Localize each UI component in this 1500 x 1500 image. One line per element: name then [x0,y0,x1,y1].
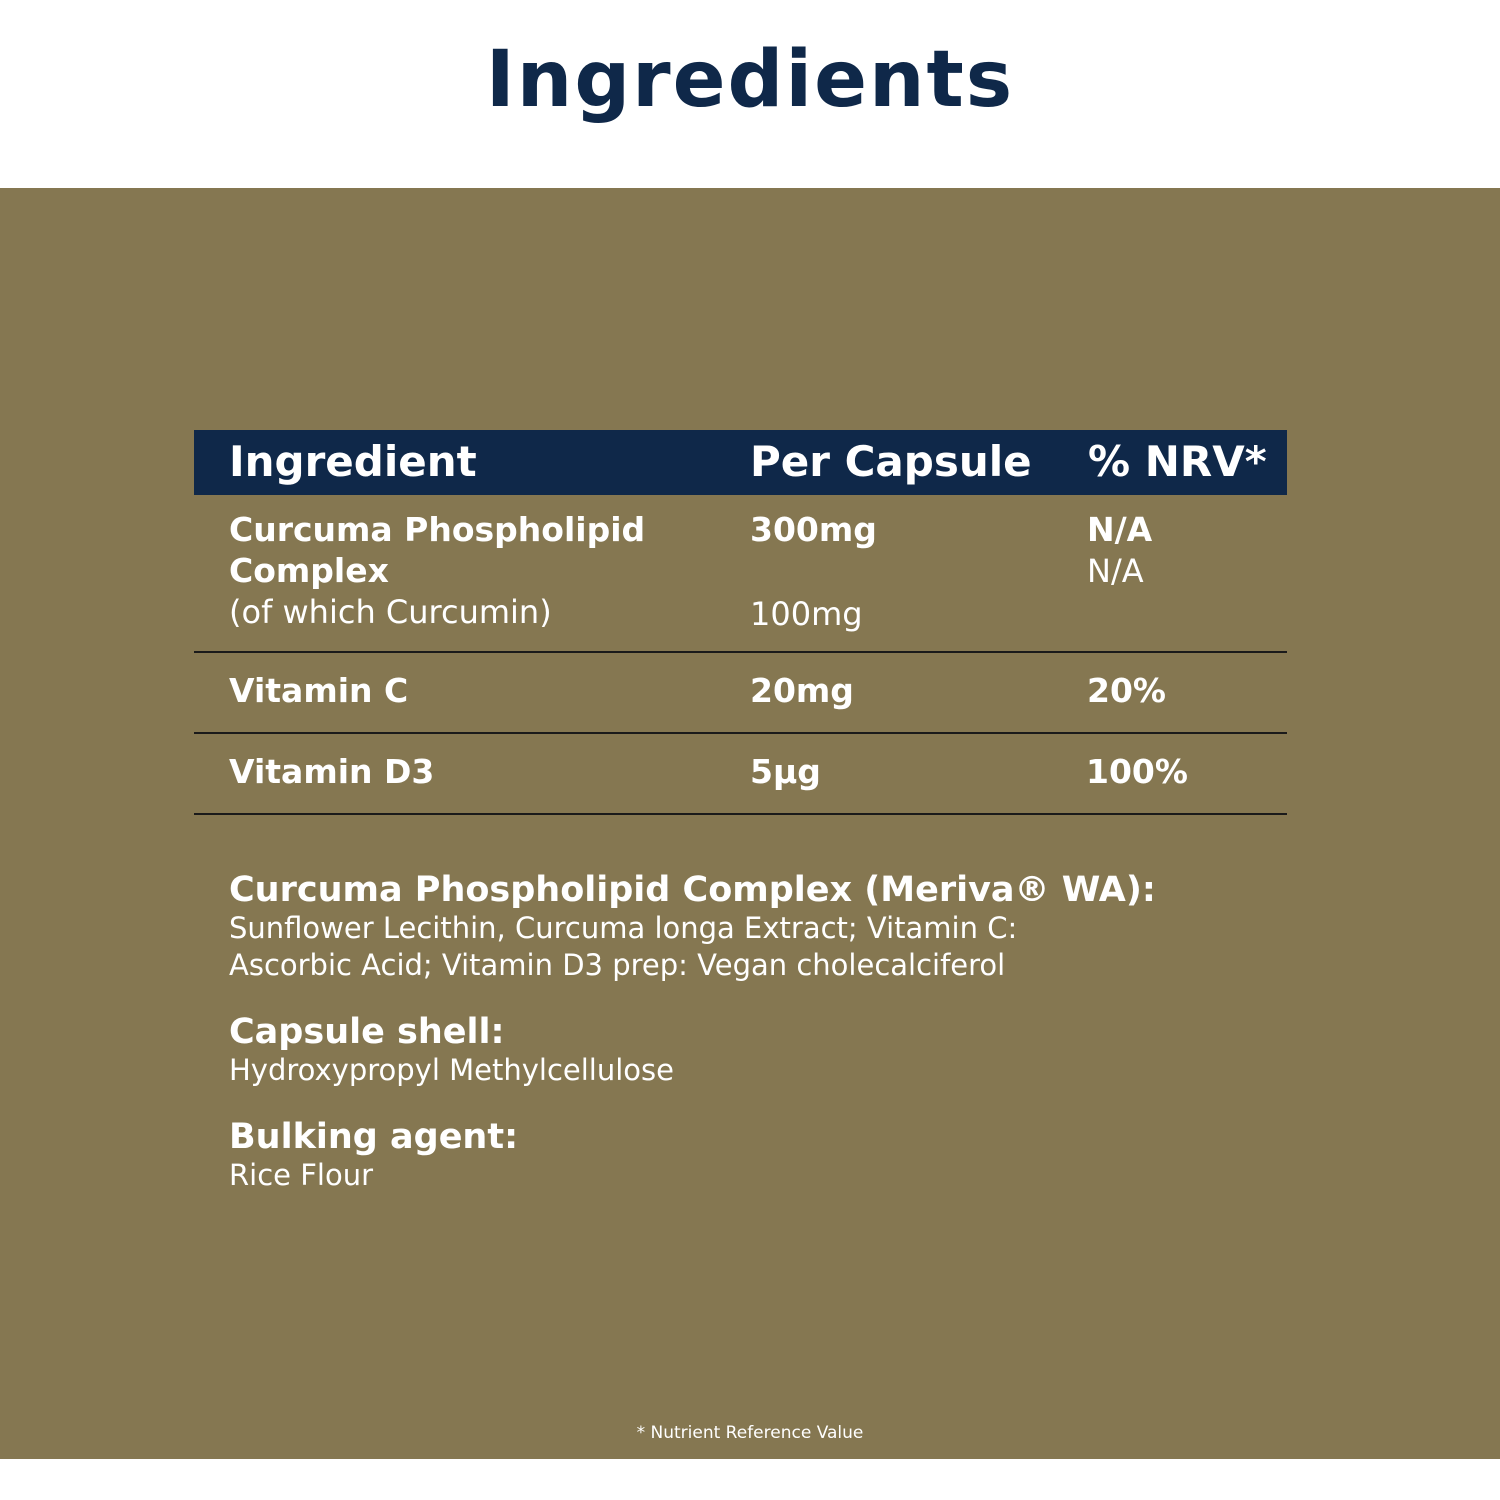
ingredient-name: Vitamin C [229,671,409,710]
header-per-capsule: Per Capsule [750,437,1032,486]
table-row [194,734,1287,815]
detail-block-capsule-shell [229,1012,1429,1089]
table-row [194,653,1287,734]
page-title: Ingredients [485,35,1015,125]
detail-block-bulking-agent [229,1117,1429,1194]
ingredient-name: Curcuma Phospholipid [229,510,646,549]
detail-text: Hydroxypropyl Methylcellulose [229,1053,674,1087]
table-row [194,495,1287,653]
detail-heading: Capsule shell: [229,1012,505,1052]
detail-text: Sunflower Lecithin, Curcuma longa Extract; Vitamin C: [229,911,1018,945]
nrv-value: 100% [1086,752,1188,791]
per-capsule-value: 20mg [750,671,854,710]
footnote: * Nutrient Reference Value [636,1423,864,1443]
detail-heading: Bulking agent: [229,1117,519,1157]
per-capsule-value: 5µg [750,752,821,791]
sub-per-capsule-value: 100mg [750,595,863,633]
detail-text: Rice Flour [229,1158,373,1192]
nrv-value: N/A [1087,510,1153,549]
detail-block-complex [229,870,1429,984]
sub-nrv-value: N/A [1087,552,1144,590]
detail-text: Ascorbic Acid; Vitamin D3 prep: Vegan cholecalciferol [229,948,1006,982]
sub-ingredient-name: (of which Curcumin) [229,593,552,631]
table-header [194,430,1287,495]
ingredients-table [194,430,1287,815]
ingredient-name: Vitamin D3 [229,752,435,791]
detail-heading: Curcuma Phospholipid Complex (Meriva® WA): [229,870,1156,910]
per-capsule-value: 300mg [750,510,877,549]
ingredients-panel [0,188,1500,1459]
ingredient-details [229,870,1429,1222]
ingredient-name-cont: Complex [229,551,389,590]
nrv-value: 20% [1087,671,1166,710]
header-nrv: % NRV* [1088,437,1267,486]
header-ingredient: Ingredient [229,437,477,486]
